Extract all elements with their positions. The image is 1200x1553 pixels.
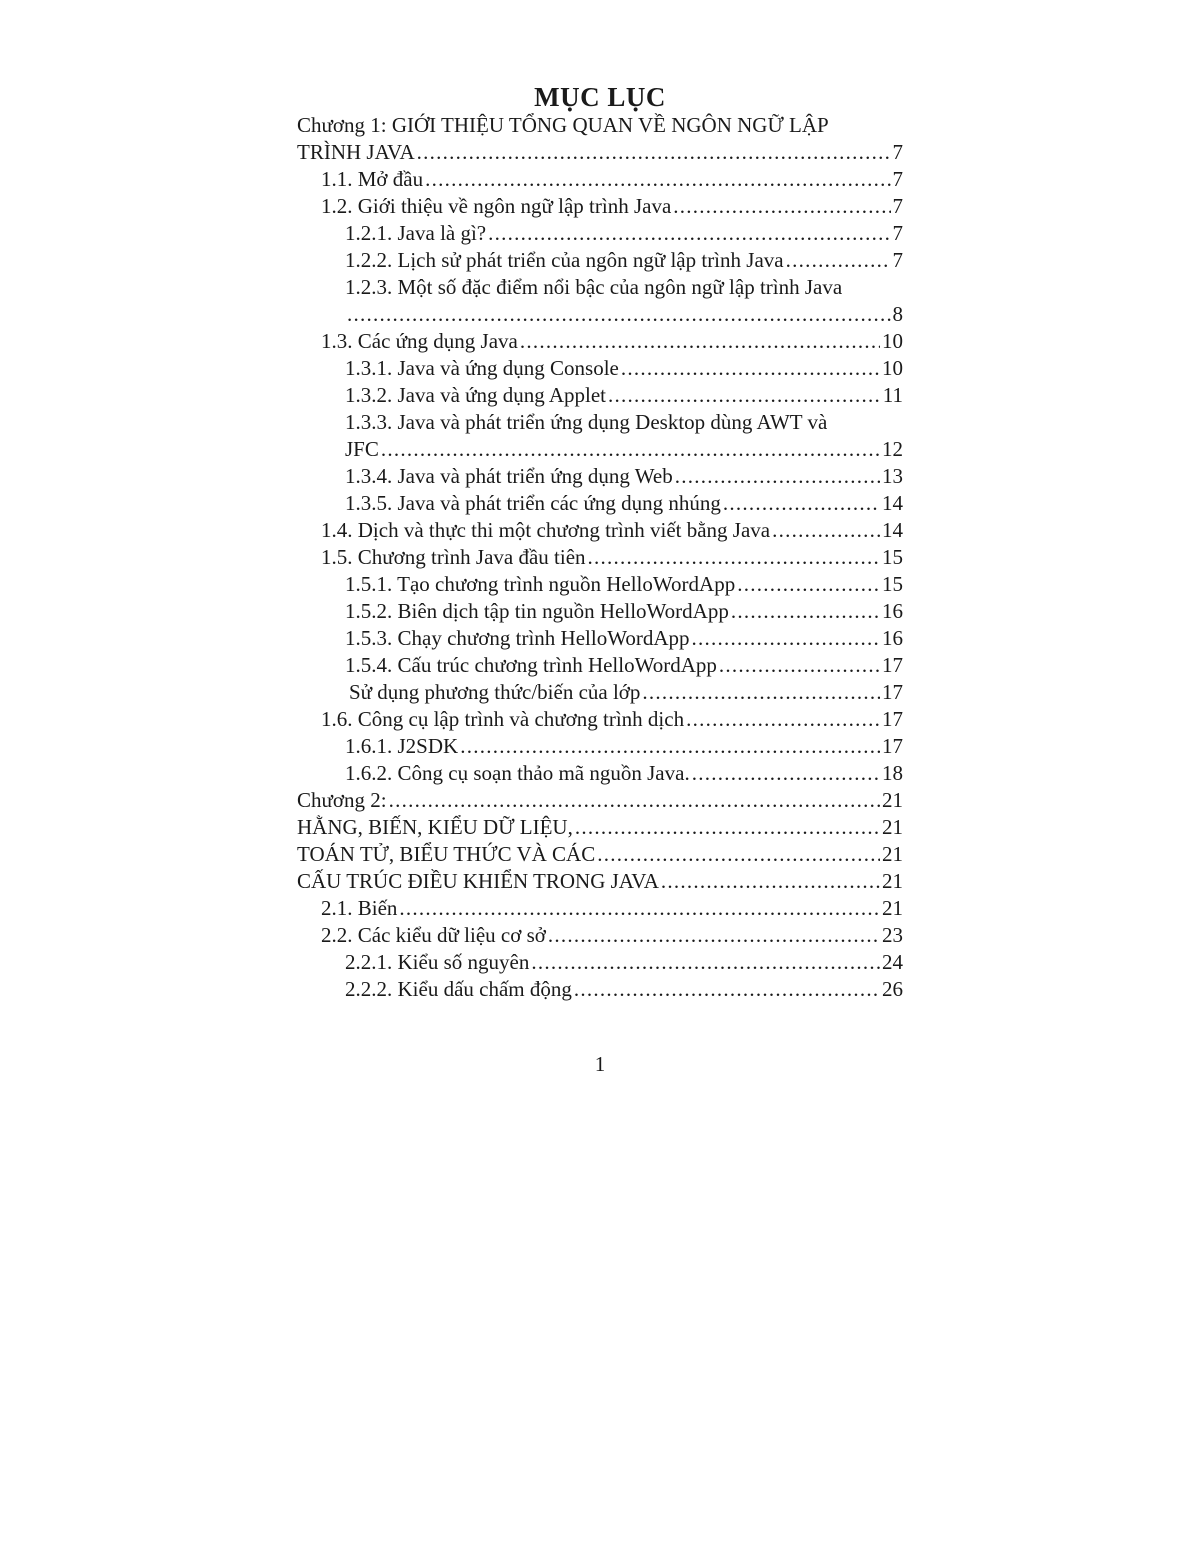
toc-entry-title: 1.2.1. Java là gì? xyxy=(345,221,487,245)
toc-entry-page: 12 xyxy=(882,437,903,461)
toc-entry-title: 1.6.2. Công cụ soạn thảo mã nguồn Java. xyxy=(345,761,690,785)
page-number: 1 xyxy=(594,1052,606,1076)
toc-entry[interactable] xyxy=(297,409,903,436)
toc-entry-title: 1.3.4. Java và phát triển ứng dụng Web xyxy=(345,464,673,488)
dot-leader xyxy=(686,706,880,733)
toc-entry-page: 8 xyxy=(892,302,903,326)
dot-leader xyxy=(719,652,880,679)
toc-entry[interactable] xyxy=(297,166,903,193)
toc-entry[interactable] xyxy=(297,760,903,787)
toc-entry[interactable] xyxy=(297,949,903,976)
toc-entry-title: 1.5.3. Chạy chương trình HelloWordApp xyxy=(345,626,690,650)
toc-entry-title: 1.2.3. Một số đặc điểm nổi bậc của ngôn ngữ lập trình Java xyxy=(345,275,843,299)
toc-entry[interactable] xyxy=(297,220,903,247)
dot-leader xyxy=(737,571,880,598)
toc-entry-page: 10 xyxy=(882,329,903,353)
toc-entry[interactable] xyxy=(297,517,903,544)
toc-entry-page: 7 xyxy=(892,221,903,245)
dot-leader xyxy=(399,895,880,922)
toc-entry[interactable] xyxy=(297,571,903,598)
dot-leader xyxy=(675,463,880,490)
toc-entry[interactable] xyxy=(297,328,903,355)
toc-heading: MỤC LỤC xyxy=(534,82,666,112)
dot-leader xyxy=(488,220,890,247)
toc-entry-title: 1.6.1. J2SDK xyxy=(345,734,459,758)
toc-entry[interactable] xyxy=(297,868,903,895)
toc-entry[interactable] xyxy=(297,706,903,733)
toc-entry-page: 21 xyxy=(882,869,903,893)
toc-entry-title: Sử dụng phương thức/biến của lớp xyxy=(349,680,641,704)
dot-leader xyxy=(347,301,891,328)
toc-entry[interactable] xyxy=(297,490,903,517)
toc-entry-page: 17 xyxy=(882,680,903,704)
dot-leader xyxy=(642,679,880,706)
toc-entry-title: 2.2.2. Kiểu dấu chấm động xyxy=(345,977,572,1001)
toc-entry[interactable] xyxy=(297,733,903,760)
toc-entry-title: TOÁN TỬ, BIỂU THỨC VÀ CÁC xyxy=(297,842,596,866)
dot-leader xyxy=(548,922,880,949)
dot-leader xyxy=(692,760,880,787)
toc-entry[interactable] xyxy=(297,841,903,868)
toc-entry-page: 17 xyxy=(882,653,903,677)
dot-leader xyxy=(520,328,880,355)
toc-entry[interactable] xyxy=(297,625,903,652)
toc-entry[interactable] xyxy=(297,976,903,1003)
toc-entry-page: 15 xyxy=(882,572,903,596)
dot-leader xyxy=(786,247,891,274)
toc-entry[interactable] xyxy=(297,652,903,679)
dot-leader xyxy=(621,355,880,382)
toc-entry[interactable] xyxy=(297,922,903,949)
toc-entry-page: 21 xyxy=(882,896,903,920)
dot-leader xyxy=(417,139,891,166)
toc-entry-title: 2.2.1. Kiểu số nguyên xyxy=(345,950,530,974)
toc-entry-title: 1.5.2. Biên dịch tập tin nguồn HelloWordApp xyxy=(345,599,729,623)
toc-entry[interactable] xyxy=(297,544,903,571)
toc-entry-page: 23 xyxy=(882,923,903,947)
toc-entry[interactable] xyxy=(297,301,903,328)
toc-entry-title: 1.3.5. Java và phát triển các ứng dụng nhúng xyxy=(345,491,721,515)
toc-entry-page: 24 xyxy=(882,950,903,974)
toc-entry-page: 17 xyxy=(882,734,903,758)
dot-leader xyxy=(381,436,880,463)
toc-entry[interactable] xyxy=(297,247,903,274)
toc-entry[interactable] xyxy=(297,895,903,922)
dot-leader xyxy=(723,490,880,517)
toc-entry-page: 16 xyxy=(882,626,903,650)
toc-entry-title: 1.4. Dịch và thực thi một chương trình viết bằng Java xyxy=(321,518,771,542)
toc-entry-title: 1.3. Các ứng dụng Java xyxy=(321,329,518,353)
toc-entry-title: 1.6. Công cụ lập trình và chương trình dịch xyxy=(321,707,685,731)
toc-entry-title: 1.5.4. Cấu trúc chương trình HelloWordApp xyxy=(345,653,717,677)
toc-entry-page: 21 xyxy=(882,815,903,839)
dot-leader xyxy=(389,787,880,814)
toc-entry-page: 7 xyxy=(892,167,903,191)
dot-leader xyxy=(731,598,880,625)
toc-entry-page: 7 xyxy=(892,194,903,218)
toc-entry-page: 26 xyxy=(882,977,903,1001)
toc-entry[interactable] xyxy=(297,139,903,166)
toc-entry[interactable] xyxy=(297,436,903,463)
toc-entry[interactable] xyxy=(297,787,903,814)
toc-entry-page: 14 xyxy=(882,491,903,515)
dot-leader xyxy=(575,814,880,841)
toc-entry[interactable] xyxy=(297,274,903,301)
toc-entry[interactable] xyxy=(297,112,903,139)
toc-entry-page: 13 xyxy=(882,464,903,488)
toc-entry-title: JFC xyxy=(345,437,379,461)
toc-entry[interactable] xyxy=(297,598,903,625)
toc-entry-title: 1.3.3. Java và phát triển ứng dụng Desktop dùng AWT và xyxy=(345,410,828,434)
toc-entry-title: 1.5. Chương trình Java đầu tiên xyxy=(321,545,586,569)
toc-entry[interactable] xyxy=(297,382,903,409)
toc-entry-page: 21 xyxy=(882,788,903,812)
dot-leader xyxy=(608,382,881,409)
toc-entry-page: 10 xyxy=(882,356,903,380)
toc-entry-title: 1.2.2. Lịch sử phát triển của ngôn ngữ lập trình Java xyxy=(345,248,784,272)
dot-leader xyxy=(673,193,890,220)
toc-entry[interactable] xyxy=(297,193,903,220)
dot-leader xyxy=(661,868,880,895)
toc-entry[interactable] xyxy=(297,679,903,706)
toc-entry-title: 1.5.1. Tạo chương trình nguồn HelloWordApp xyxy=(345,572,736,596)
toc-entry-title: 1.2. Giới thiệu về ngôn ngữ lập trình Java xyxy=(321,194,672,218)
table-of-contents xyxy=(297,112,903,1003)
toc-entry-page: 15 xyxy=(882,545,903,569)
dot-leader xyxy=(531,949,880,976)
toc-entry-page: 21 xyxy=(882,842,903,866)
dot-leader xyxy=(574,976,880,1003)
dot-leader xyxy=(425,166,890,193)
toc-entry-title: Chương 2: xyxy=(297,788,387,812)
toc-entry-title: CẤU TRÚC ĐIỀU KHIỂN TRONG JAVA xyxy=(297,869,659,893)
toc-entry[interactable] xyxy=(297,463,903,490)
dot-leader xyxy=(692,625,880,652)
toc-entry-page: 7 xyxy=(892,248,903,272)
dot-leader xyxy=(772,517,880,544)
toc-entry-title: 1.1. Mở đầu xyxy=(321,167,424,191)
dot-leader xyxy=(460,733,880,760)
dot-leader xyxy=(588,544,880,571)
toc-entry-page: 18 xyxy=(882,761,903,785)
toc-entry-title: 1.3.1. Java và ứng dụng Console xyxy=(345,356,619,380)
toc-entry-title: 1.3.2. Java và ứng dụng Applet xyxy=(345,383,607,407)
toc-entry-page: 11 xyxy=(882,383,903,407)
toc-entry-page: 16 xyxy=(882,599,903,623)
dot-leader xyxy=(597,841,880,868)
toc-entry[interactable] xyxy=(297,814,903,841)
toc-entry-title: Chương 1: GIỚI THIỆU TỔNG QUAN VỀ NGÔN NGỮ LẬP xyxy=(297,113,829,137)
toc-entry-page: 7 xyxy=(892,140,903,164)
toc-entry-title: HẰNG, BIẾN, KIỂU DỮ LIỆU, xyxy=(297,815,573,839)
toc-entry-title: TRÌNH JAVA xyxy=(297,140,415,164)
toc-entry[interactable] xyxy=(297,355,903,382)
toc-entry-title: 2.1. Biến xyxy=(321,896,398,920)
toc-entry-title: 2.2. Các kiểu dữ liệu cơ sở xyxy=(321,923,546,947)
toc-entry-page: 14 xyxy=(882,518,903,542)
toc-entry-page: 17 xyxy=(882,707,903,731)
